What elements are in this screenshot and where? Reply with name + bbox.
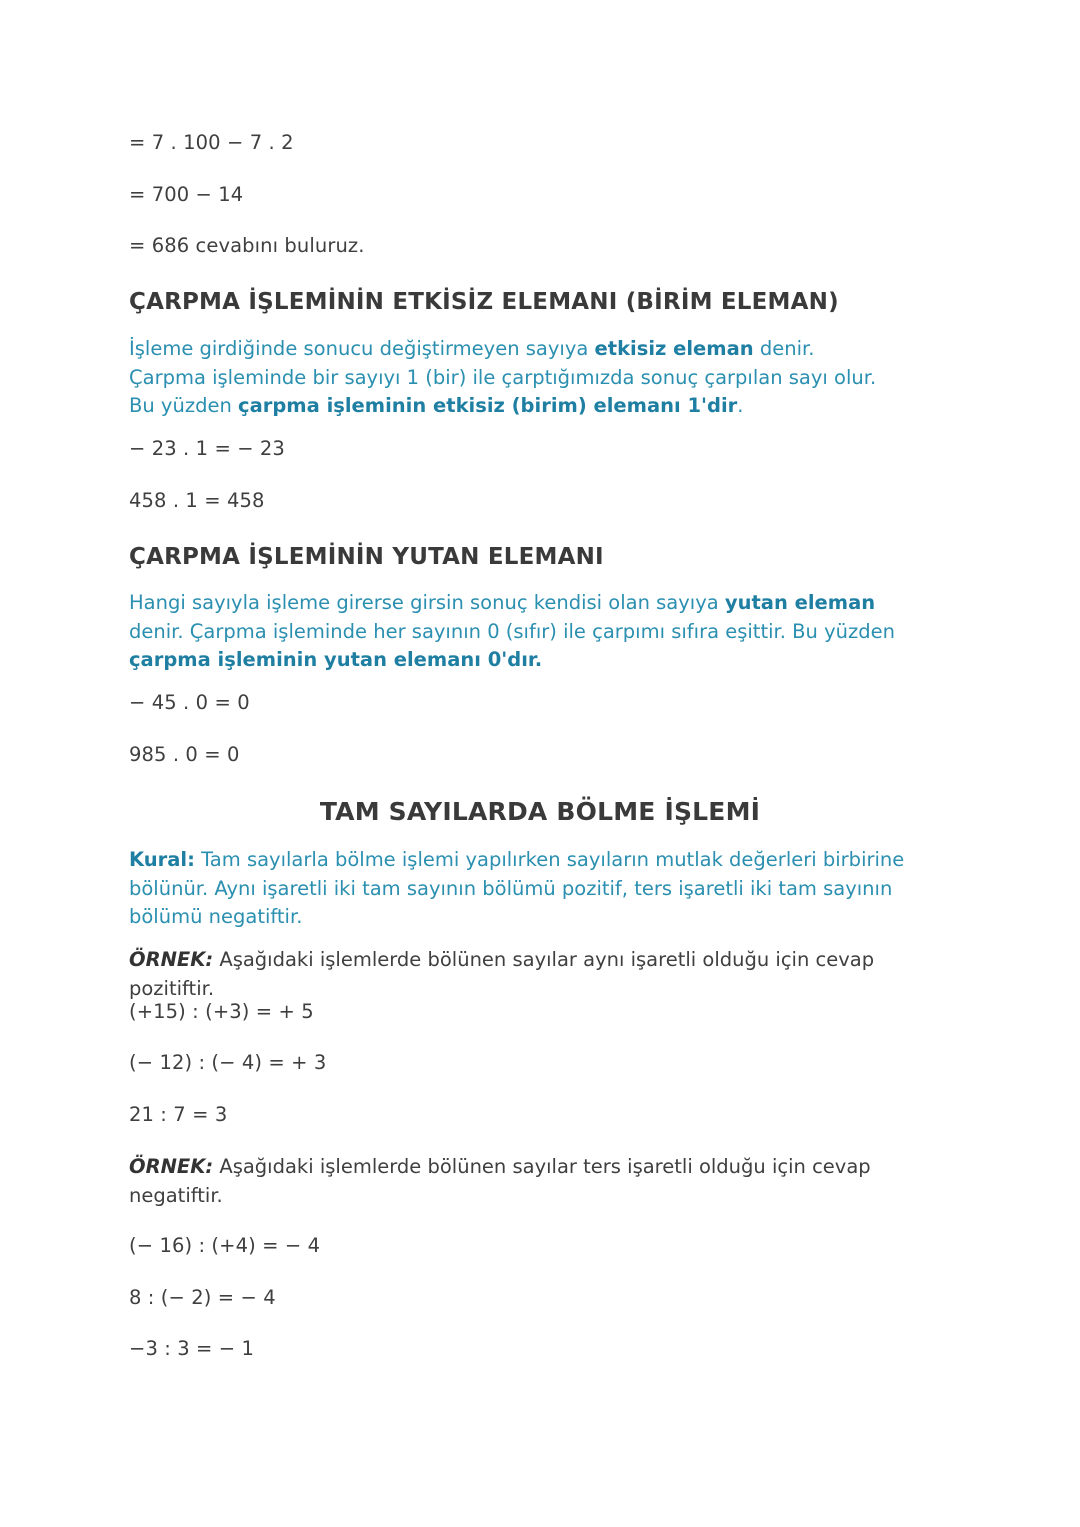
example-label: ÖRNEK: (129, 1155, 214, 1178)
definition-text: denir. Çarpma işleminde her sayının 0 (sıfır) ile çarpımı sıfıra eşittir. Bu yüzden (129, 619, 895, 643)
definition-text: . (737, 394, 744, 417)
example-label: ÖRNEK: (129, 948, 214, 971)
etkisiz-definition (129, 335, 889, 421)
section-heading-yutan: ÇARPMA İŞLEMİNİN YUTAN ELEMANI (129, 544, 604, 570)
definition-text: İşleme girdiğinde sonucu değiştirmeyen sayıya (129, 337, 595, 360)
example-line: 21 : 7 = 3 (129, 1103, 228, 1126)
example-text: Aşağıdaki işlemlerde bölünen sayılar ters işaretli olduğu için cevap negatiftir. (129, 1155, 871, 1207)
example-line: (+15) : (+3) = + 5 (129, 1000, 314, 1023)
definition-conclusion: çarpma işleminin yutan elemanı 0'dır. (129, 648, 543, 671)
rule-text: Tam sayılarla bölme işlemi yapılırken sayıların mutlak değerleri birbirine bölünür. Aynı işaretli iki tam sayının bölümü pozitif, ters işaretli iki tam sayının bölümü negatiftir. (129, 848, 905, 928)
example-intro (129, 946, 959, 1003)
definition-text: denir. Çarpma işleminde bir sayıyı 1 (bir) ile çarptığımızda sonuç çarpılan sayı olur. Bu yüzden (129, 337, 877, 417)
example-line: 8 : (− 2) = − 4 (129, 1286, 276, 1309)
definition-conclusion: çarpma işleminin etkisiz (birim) elemanı 1'dir (238, 394, 738, 417)
section-heading-etkisiz: ÇARPMA İŞLEMİNİN ETKİSİZ ELEMANI (BİRİM ELEMAN) (129, 289, 839, 315)
yutan-definition (129, 589, 929, 675)
example-line: 458 . 1 = 458 (129, 489, 265, 512)
example-line: 985 . 0 = 0 (129, 743, 240, 766)
equation-line: = 700 − 14 (129, 183, 244, 206)
example-line: (− 16) : (+4) = − 4 (129, 1234, 321, 1257)
definition-text: Hangi sayıyla işleme girerse girsin sonuç kendisi olan sayıya (129, 591, 725, 614)
section-heading-bolme: TAM SAYILARDA BÖLME İŞLEMİ (319, 797, 761, 826)
example-line: −3 : 3 = − 1 (129, 1337, 254, 1360)
example-intro (129, 1153, 889, 1210)
example-line: (− 12) : (− 4) = + 3 (129, 1051, 327, 1074)
bolme-rule (129, 846, 909, 932)
example-line: − 45 . 0 = 0 (129, 691, 250, 714)
definition-term: etkisiz eleman (594, 337, 754, 360)
example-text: Aşağıdaki işlemlerde bölünen sayılar aynı işaretli olduğu için cevap pozitiftir. (129, 948, 875, 1000)
rule-label: Kural: (129, 848, 195, 871)
equation-line: = 686 cevabını buluruz. (129, 234, 365, 257)
example-line: − 23 . 1 = − 23 (129, 437, 285, 460)
equation-line: = 7 . 100 − 7 . 2 (129, 131, 294, 154)
definition-term: yutan eleman (724, 591, 876, 614)
